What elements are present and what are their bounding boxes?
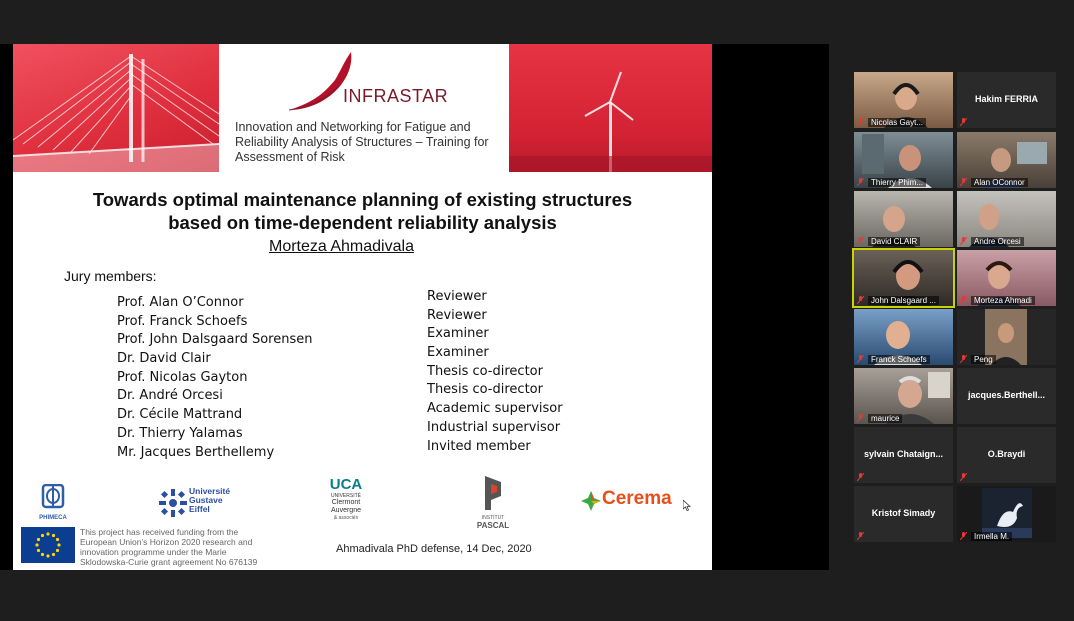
author-name: Morteza Ahmadivala [269, 238, 414, 255]
slide-title-line: based on time-dependent reliability analysis [168, 212, 557, 233]
participant-name: Irmella M. [971, 532, 1012, 541]
participant-name: Morteza Ahmadi [971, 296, 1035, 305]
participant-name: jacques.Berthell... [967, 390, 1046, 400]
uca-logo [324, 477, 368, 521]
gustave-eiffel-label: Gustave [189, 495, 223, 505]
institut-pascal-logo [470, 476, 516, 530]
participant-tile[interactable] [957, 309, 1056, 365]
jury-role: Thesis co-director [427, 382, 543, 398]
eu-stars-icon [21, 527, 75, 563]
participant-tile[interactable] [854, 72, 953, 128]
slide-title-line: Towards optimal maintenance planning of existing structures [92, 189, 633, 210]
mic-muted-icon [857, 118, 864, 126]
shared-screen [0, 44, 829, 570]
jury-role: Industrial supervisor [427, 419, 561, 435]
uca-label: Clermont [331, 499, 361, 506]
jury-name: Prof. John Dalsgaard Sorensen [117, 332, 313, 348]
participant-tile[interactable] [854, 309, 953, 365]
funding-note: This project has received funding from the European Union’s Horizon 2020 research and innovation programme under the Marie Sklodowska-Curie grant agreement No 676139 [80, 527, 258, 567]
participant-name: O.Braydi [987, 449, 1026, 459]
jury-name: Prof. Alan O’Connor [117, 295, 244, 310]
participant-tile[interactable] [957, 427, 1056, 483]
participant-tile[interactable] [854, 132, 953, 188]
jury-name: Dr. Cécile Mattrand [117, 407, 243, 423]
jury-role: Reviewer [427, 289, 487, 304]
mic-muted-icon [960, 178, 967, 186]
jury-name: Mr. Jacques Berthellemy [117, 444, 275, 460]
jury-name: Dr. Thierry Yalamas [117, 425, 243, 441]
mic-muted-icon [960, 355, 967, 363]
participant-tile[interactable] [957, 132, 1056, 188]
infrastar-tagline [235, 120, 505, 165]
jury-name: Dr. David Clair [117, 351, 211, 367]
participant-name: John Dalsgaard ... [868, 296, 939, 305]
participant-name: David CLAIR [868, 237, 920, 246]
uca-mark: UCA [329, 476, 363, 493]
jury-name: Dr. André Orcesi [117, 388, 223, 404]
gustave-eiffel-label: Eiffel [189, 504, 210, 514]
cerema-mark-icon [580, 490, 602, 512]
participant-name: Andre Orcesi [971, 237, 1024, 246]
participant-tile[interactable] [957, 72, 1056, 128]
mic-muted-icon [857, 355, 864, 363]
mic-muted-icon [857, 473, 864, 481]
gustave-eiffel-mark-icon [159, 489, 187, 517]
participant-name: Hakim FERRIA [974, 94, 1038, 104]
mic-muted-icon [857, 296, 864, 304]
mic-muted-icon [857, 532, 864, 540]
pascal-label: INSTITUT [481, 515, 505, 521]
infrastar-logo-text: INFRASTAR [343, 86, 449, 106]
defense-note: Ahmadivala PhD defense, 14 Dec, 2020 [336, 543, 532, 555]
tagline-line: Assessment of Risk [235, 150, 345, 164]
mic-muted-icon [960, 296, 967, 304]
wind-turbine-photo [509, 44, 712, 172]
participant-tile[interactable] [957, 368, 1056, 424]
jury-role: Examiner [427, 345, 489, 361]
participant-name: Peng [971, 355, 996, 364]
participant-name: Thierry Phim... [868, 178, 926, 187]
participant-tile[interactable] [854, 368, 953, 424]
tagline-line: Innovation and Networking for Fatigue and [235, 120, 471, 134]
participant-name: sylvain Chataign... [863, 449, 944, 459]
jury-role: Invited member [427, 438, 531, 454]
mic-muted-icon [857, 237, 864, 245]
mic-muted-icon [960, 532, 967, 540]
bridge-photo [13, 44, 219, 172]
jury-names-list [117, 294, 312, 462]
uca-label: & associés [333, 515, 359, 521]
eu-flag [21, 527, 75, 563]
participant-name: Kristof Simady [871, 508, 936, 518]
participant-tile[interactable] [957, 486, 1056, 542]
mic-muted-icon [857, 178, 864, 186]
cerema-label: Cerema [602, 488, 672, 509]
jury-roles-list [427, 288, 563, 456]
participant-tile[interactable] [854, 486, 953, 542]
jury-role: Examiner [427, 326, 489, 342]
jury-role: Reviewer [427, 307, 487, 323]
participant-name: Nicolas Gayt... [868, 118, 926, 127]
gustave-eiffel-label: Université [189, 486, 231, 496]
jury-role: Thesis co-director [427, 363, 543, 379]
participant-name: Alan OConnor [971, 178, 1028, 187]
mic-muted-icon [960, 118, 967, 126]
participant-name: maurice [868, 414, 902, 423]
participant-tile[interactable] [854, 427, 953, 483]
tagline-line: Reliability Analysis of Structures – Training for [235, 135, 489, 149]
jury-heading: Jury members: [64, 268, 157, 284]
mic-muted-icon [857, 414, 864, 422]
jury-name: Prof. Nicolas Gayton [117, 369, 248, 385]
jury-name: Prof. Franck Schoefs [117, 313, 248, 329]
phimeca-label: PHIMECA [39, 515, 67, 521]
phimeca-mark-icon [41, 484, 65, 510]
jury-role: Academic supervisor [427, 401, 563, 417]
mic-muted-icon [960, 237, 967, 245]
participant-name: Franck Schoefs [868, 355, 930, 364]
participant-tile[interactable] [957, 250, 1056, 306]
phimeca-logo [35, 484, 71, 521]
participant-tile[interactable] [957, 191, 1056, 247]
mic-muted-icon [960, 473, 967, 481]
presentation-slide [13, 44, 712, 570]
participant-tile[interactable] [854, 191, 953, 247]
mouse-cursor-icon [683, 500, 691, 511]
uca-label: Auvergne [331, 507, 361, 514]
pascal-label: PASCAL [476, 521, 510, 530]
uca-label: UNIVERSITÉ [330, 493, 361, 499]
participant-tile-active-speaker[interactable] [854, 250, 953, 306]
institut-pascal-mark-icon [483, 476, 503, 510]
infrastar-header [219, 44, 509, 172]
